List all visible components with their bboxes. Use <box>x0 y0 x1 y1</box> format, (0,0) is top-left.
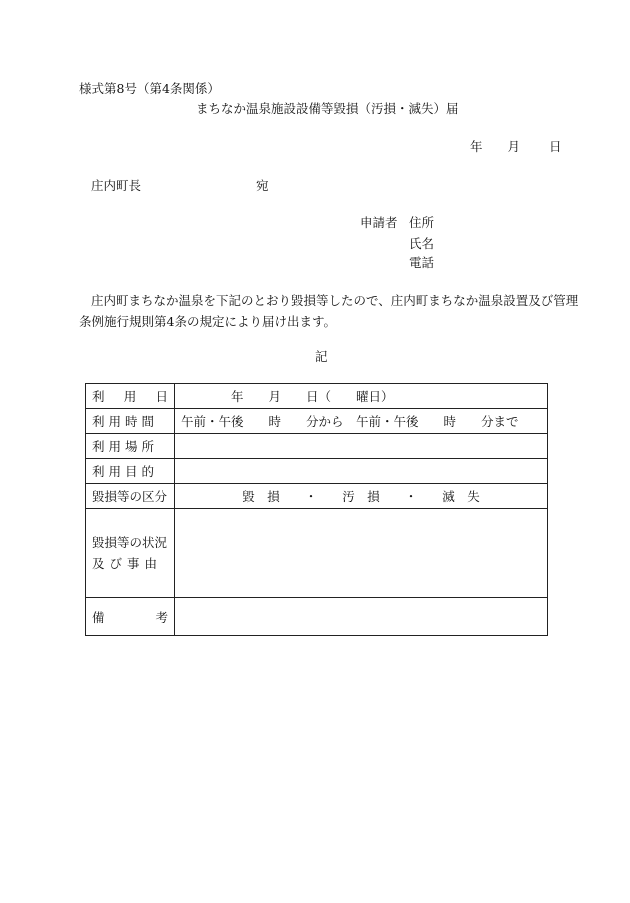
table-row <box>86 484 548 509</box>
date-year: 年 <box>470 139 483 154</box>
usage-place-field[interactable] <box>175 434 548 459</box>
label-usage-place: 利用場所 <box>86 434 175 459</box>
table-row <box>86 434 548 459</box>
applicant-phone-label: 電話 <box>409 255 435 270</box>
remarks-label-text: 備 考 <box>92 609 168 625</box>
label-usage-purpose: 利用目的 <box>86 459 175 484</box>
table-row <box>86 598 548 636</box>
usage-date-field[interactable]: 年 月 日（ 曜日） <box>175 384 548 409</box>
recipient-name: 庄内町長 <box>91 178 142 193</box>
date-line <box>470 137 562 155</box>
table-row <box>86 509 548 598</box>
document-title: まちなか温泉施設設備等毀損（汚損・滅失）届 <box>196 101 459 116</box>
label-usage-time: 利用時間 <box>86 409 175 434</box>
table-row <box>86 409 548 434</box>
recipient-suffix: 宛 <box>256 178 269 193</box>
table-row <box>86 384 548 409</box>
ki-heading: 記 <box>315 349 328 364</box>
form-number: 様式第8号（第4条関係） <box>79 81 220 96</box>
body-text: 庄内町まちなか温泉を下記のとおり毀損等したので、庄内町まちなか温泉設置及び管理条例施行規則第4条の規定により届け出ます。 <box>79 293 579 329</box>
applicant-name-label: 氏名 <box>409 236 435 251</box>
applicant-address-label: 住所 <box>409 215 435 230</box>
label-damage-category: 毀損等の区分 <box>86 484 175 509</box>
usage-purpose-field[interactable] <box>175 459 548 484</box>
report-table <box>85 383 548 636</box>
row-label <box>86 384 175 409</box>
date-day: 日 <box>549 139 562 154</box>
remarks-field[interactable] <box>175 598 548 636</box>
usage-time-field[interactable]: 午前・午後 時 分から 午前・午後 時 分まで <box>175 409 548 434</box>
applicant-label: 申請者 <box>360 215 398 230</box>
date-month: 月 <box>507 139 521 154</box>
label-remarks <box>86 598 175 636</box>
damage-category-field[interactable]: 毀 損 ・ 汚 損 ・ 滅 失 <box>175 484 548 509</box>
label-line-2: 及び事由 <box>92 556 163 571</box>
label-usage-date: 利 用 日 <box>92 389 168 404</box>
damage-situation-field[interactable] <box>175 509 548 598</box>
table-row <box>86 459 548 484</box>
label-line-1: 毀損等の状況 <box>92 535 168 550</box>
label-damage-situation <box>86 509 175 598</box>
